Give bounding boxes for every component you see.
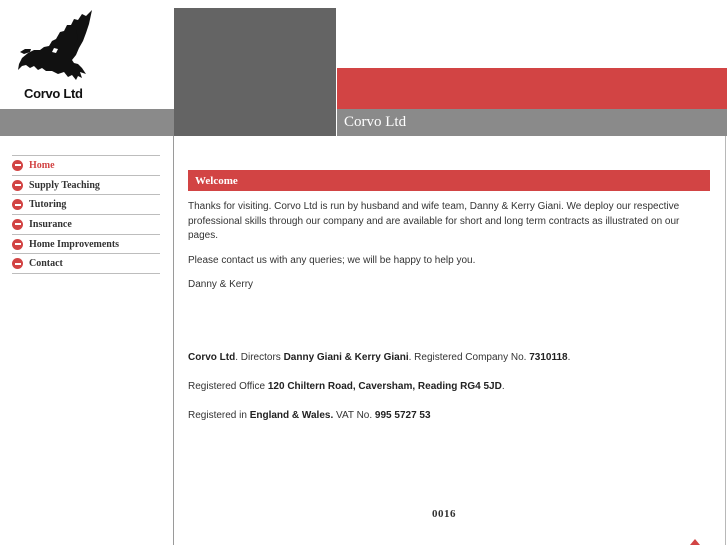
right-border (725, 136, 726, 545)
registered-office (188, 380, 710, 395)
office-address: 120 Chiltern Road, Caversham, Reading RG4 5JD (267, 381, 502, 392)
vat-number: 995 5727 53 (374, 410, 431, 421)
corner-triangle-icon (690, 539, 700, 545)
registration-prefix: Registered in (188, 410, 250, 421)
nav-item-label: Contact (29, 258, 63, 270)
office-prefix: Registered Office (188, 381, 268, 392)
nav-item-home-improvements[interactable] (12, 235, 160, 255)
header-red-bar (337, 68, 727, 109)
signature: Danny & Kerry (188, 279, 254, 290)
registration-country: England & Wales. (249, 410, 334, 421)
contact-paragraph: Please contact us with any queries; we will be happy to help you. (188, 255, 476, 266)
header-dark-block (174, 8, 336, 136)
nav-item-label: Insurance (29, 218, 72, 230)
company-name: Corvo Ltd (188, 352, 236, 363)
nav-item-tutoring[interactable] (12, 195, 160, 215)
nav-item-label: Home (29, 159, 55, 171)
company-details (188, 351, 710, 366)
nav-item-supply-teaching[interactable] (12, 176, 160, 196)
company-end: . (567, 352, 571, 363)
site-title: Corvo Ltd (344, 114, 407, 130)
nav-item-home[interactable] (12, 156, 160, 176)
raven-logo-icon (16, 8, 94, 86)
nav-item-contact[interactable] (12, 254, 160, 274)
vat-prefix: VAT No. (333, 410, 375, 421)
hit-counter: 0016 (432, 508, 456, 520)
minus-circle-icon (12, 258, 23, 269)
welcome-heading: Welcome (195, 174, 238, 187)
welcome-heading-bar (188, 170, 710, 191)
sidebar-nav (12, 155, 160, 274)
minus-circle-icon (12, 180, 23, 191)
sidebar-divider (173, 136, 174, 545)
logo[interactable] (0, 0, 174, 109)
nav-item-label: Tutoring (29, 199, 67, 211)
directors-prefix: . Directors (235, 352, 284, 363)
left-header-bar (0, 109, 174, 136)
nav-item-label: Supply Teaching (29, 179, 100, 191)
minus-circle-icon (12, 239, 23, 250)
intro-paragraph: Thanks for visiting. Corvo Ltd is run by husband and wife team, Danny & Kerry Giani. We deploy our respective professional skills through our company and are available for short and long term contracts as illustrated on our pages. (188, 201, 680, 241)
reg-prefix: . Registered Company No. (408, 352, 530, 363)
office-end: . (501, 381, 505, 392)
nav-item-label: Home Improvements (29, 238, 120, 250)
minus-circle-icon (12, 219, 23, 230)
minus-circle-icon (12, 199, 23, 210)
nav-item-insurance[interactable] (12, 215, 160, 235)
registration-details (188, 409, 710, 424)
directors-names: Danny Giani & Kerry Giani (283, 352, 409, 363)
logo-text: Corvo Ltd (24, 86, 83, 101)
minus-circle-icon (12, 160, 23, 171)
company-number: 7310118 (529, 352, 568, 363)
